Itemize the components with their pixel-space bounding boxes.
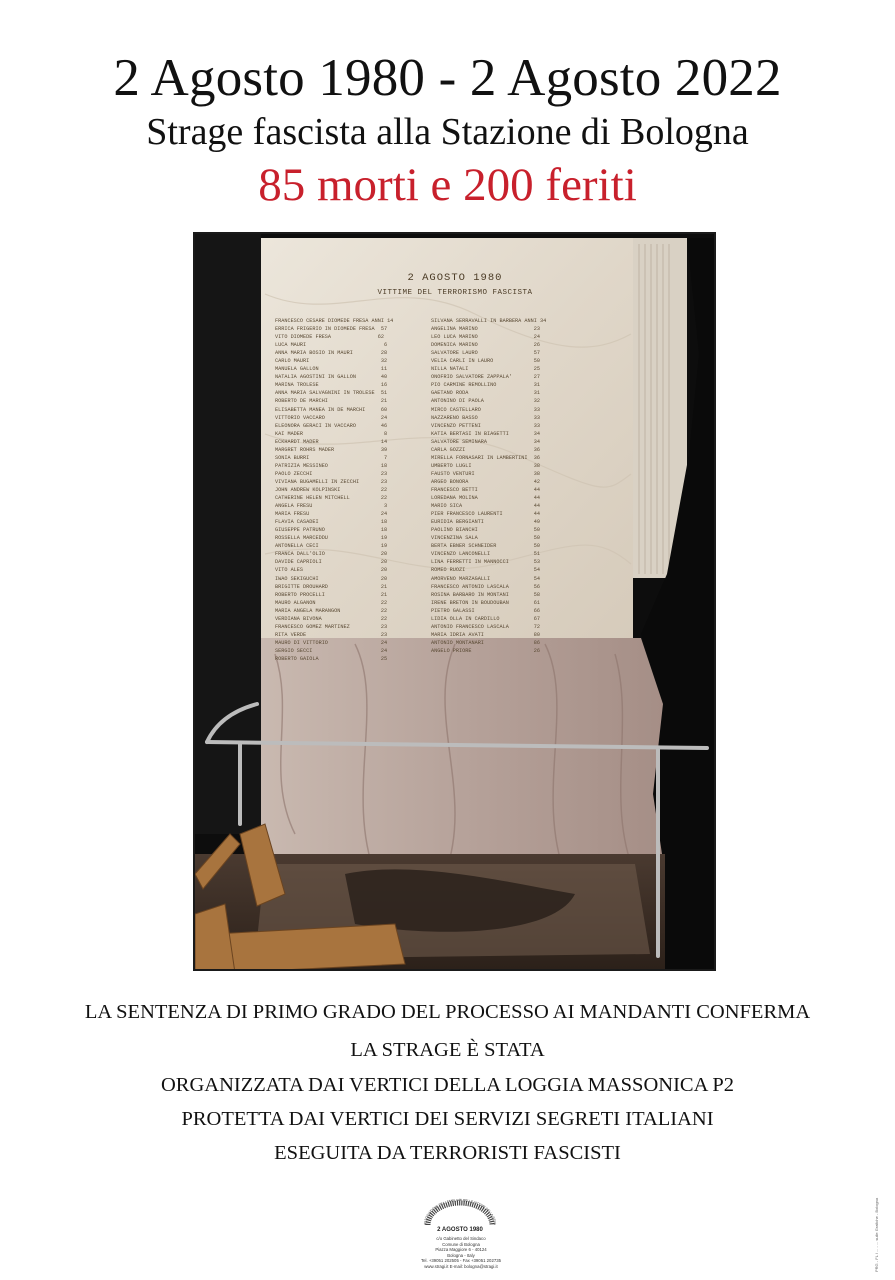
plaque-name-entry: ANTONELLA CECI 19 (275, 543, 388, 550)
plaque-name-entry: KATIA BERTASI IN BIAGETTI 34 (431, 430, 540, 437)
plaque-name-entry: NATALIA AGOSTINI IN GALLON 40 (275, 374, 388, 381)
contact-line: Piazza Maggiore 6 - 40124 (435, 1247, 487, 1252)
plaque-name-entry: LEO LUCA MARINO 24 (431, 334, 540, 341)
plaque-name-entry: ANTONIO MONTANARI 86 (431, 639, 540, 646)
plaque-name-entry: SALVATORE SEMINARA 34 (431, 438, 540, 445)
plaque-name-entry: EURIDIA BERGIANTI 49 (431, 519, 540, 526)
plaque-name-entry: SILVANA SERRAVALLI IN BARBERA ANNI 34 (431, 318, 547, 324)
contact-line: Tel. +39051 202505 - Fax +39051 202735 (420, 1258, 502, 1263)
plaque-name-entry: PAOLO ZECCHI 23 (275, 470, 388, 477)
plaque-name-entry: MARIA IDRIA AVATI 80 (431, 631, 540, 638)
plaque-name-entry: ROBERTO DE MARCHI 21 (275, 398, 388, 405)
plaque-name-entry: PIETRO GALASSI 66 (431, 607, 540, 614)
plaque-name-entry: LINA FERRETTI IN MANNOCCI 53 (431, 559, 540, 566)
plaque-name-entry: ANNA MARIA BOSIO IN MAURI 28 (275, 350, 388, 357)
plaque-name-entry: JOHN ANDREW KOLPINSKI 22 (275, 486, 388, 493)
plaque-name-entry: BERTA EBNER SCHNEIDER 50 (431, 543, 540, 550)
plaque-name-entry: LIDIA OLLA IN CARDILLO 67 (431, 615, 540, 622)
plaque-name-entry: FRANCESCO GOMEZ MARTINEZ 23 (275, 623, 388, 630)
plaque-name-entry: FRANCESCO BETTI 44 (431, 486, 540, 493)
plaque-name-entry: VERDIANA BIVONA 22 (275, 615, 388, 622)
plaque-name-entry: UMBERTO LUGLI 38 (431, 462, 540, 469)
statement-line: LA STRAGE È STATA (350, 1039, 545, 1061)
plaque-name-entry: PIER FRANCESCO LAURENTI 44 (431, 511, 540, 518)
logo-center-text: 2 AGOSTO 1980 (437, 1227, 483, 1233)
poster-subtitle: Strage fascista alla Stazione di Bologna (146, 111, 749, 153)
plaque-name-entry: MARIO SICA 44 (431, 503, 540, 510)
plaque-name-entry: DOMENICA MARINO 26 (431, 342, 540, 349)
plaque-name-entry: MARGRET ROHRS MADER 39 (275, 446, 388, 453)
plaque-name-entry: ROSINA BARBARO IN MONTANI 58 (431, 591, 540, 598)
plaque-heading: 2 AGOSTO 1980 (407, 272, 503, 284)
plaque-name-entry: MANUELA GALLON 11 (275, 366, 388, 373)
plaque-name-entry: LOREDANA MOLINA 44 (431, 495, 540, 502)
plaque-name-entry: GIUSEPPE PATRUNO 18 (275, 527, 388, 534)
plaque-name-entry: NILLA NATALI 25 (431, 366, 540, 373)
plaque-name-entry: FLAVIA CASADEI 18 (275, 519, 388, 526)
plaque-name-entry: ELISABETTA MANEA IN DE MARCHI 60 (275, 406, 388, 413)
plaque-names-left (275, 317, 393, 663)
plaque-name-entry: VINCENZO LANCONELLI 51 (431, 551, 540, 558)
contact-line: www.stragi.it E-mail: bologna@stragi.it (424, 1263, 498, 1269)
plaque-name-entry: ONOFRIO SALVATORE ZAPPALA' 27 (431, 374, 540, 381)
plaque-name-entry: GAETANO RODA 31 (431, 390, 540, 397)
plaque-name-entry: DAVIDE CAPRIOLI 20 (275, 559, 388, 566)
plaque-name-entry: ELEONORA GERACI IN VACCARO 46 (275, 422, 388, 429)
plaque-name-entry: MARIA FRESU 24 (275, 511, 388, 518)
plaque-name-entry: IRENE BRETON IN BOUDOUBAN 61 (431, 599, 540, 606)
contact-line: Bologna - Italy (447, 1252, 475, 1258)
contact-line: Comune di Bologna (442, 1241, 480, 1247)
plaque-name-entry: CARLO MAURI 32 (275, 358, 388, 365)
plaque-name-entry: MIRELLA FORNASARI IN LAMBERTINI 36 (431, 454, 540, 461)
plaque-name-entry: ROBERTO GAIOLA 25 (275, 655, 388, 662)
plaque-name-entry: BRIGITTE DROUHARD 21 (275, 583, 388, 590)
plaque-name-entry: ERRICA FRIGERIO IN DIOMEDE FRESA 57 (275, 326, 388, 333)
plaque-name-entry: VITTORIO VACCARO 24 (275, 414, 388, 421)
statement-line: PROTETTA DAI VERTICI DEI SERVIZI SEGRETI ITALIANI (181, 1108, 714, 1130)
plaque-name-entry: SONIA BURRI 7 (275, 454, 388, 461)
plaque-name-entry: FAUSTO VENTURI 38 (431, 470, 540, 477)
print-credit: PRG - FL / ... - ... sulle Grafiche - Bologna (874, 1197, 879, 1272)
plaque-name-entry: FRANCESCO CESARE DIOMEDE FRESA ANNI 14 (275, 318, 394, 324)
plaque-name-entry: VITO DIOMEDE FRESA 62 (275, 334, 384, 341)
plaque-name-entry: MIRCO CASTELLARO 33 (431, 406, 540, 413)
plaque-name-entry: VITO ALES 20 (275, 567, 388, 574)
plaque-name-entry: ANGELINA MARINO 23 (431, 326, 540, 333)
plaque-name-entry: CARLA GOZZI 36 (431, 446, 540, 453)
plaque-name-entry: PAOLINO BIANCHI 50 (431, 527, 540, 534)
statement-line: LA SENTENZA DI PRIMO GRADO DEL PROCESSO AI MANDANTI CONFERMA (84, 1001, 811, 1023)
plaque-name-entry: CATHERINE HELEN MITCHELL 22 (275, 495, 388, 502)
plaque-name-entry: ANGELO PRIORE 26 (431, 647, 540, 654)
plaque-name-entry: VINCENZO PETTENI 33 (431, 422, 540, 429)
plaque-name-entry: ANTONINO DI PAOLA 32 (431, 398, 540, 405)
plaque-name-entry: LUCA MAURI 6 (275, 342, 388, 349)
plaque-name-entry: ECKHARDT MADER 14 (275, 438, 388, 445)
plaque-name-entry: KAI MADER 8 (275, 430, 388, 437)
plaque-name-entry: PATRIZIA MESSINEO 18 (275, 462, 388, 469)
casualty-count: 85 morti e 200 feriti (258, 159, 637, 211)
plaque-name-entry: ARGEO BONORA 42 (431, 478, 540, 485)
plaque-name-entry: FRANCESCO ANTONIO LASCALA 56 (431, 583, 540, 590)
plaque-name-entry: ANGELA FRESU 3 (275, 503, 388, 510)
plaque-name-entry: SALVATORE LAURO 57 (431, 350, 540, 357)
plaque-name-entry: MAURO DI VITTORIO 24 (275, 639, 388, 646)
memorial-photo (193, 232, 716, 971)
plaque-name-entry: ANTONIO FRANCESCO LASCALA 72 (431, 623, 540, 630)
statement-line: ORGANIZZATA DAI VERTICI DELLA LOGGIA MASSONICA P2 (160, 1074, 735, 1096)
plaque-name-entry: MARIA ANGELA MARANGON 22 (275, 607, 388, 614)
plaque-name-entry: ROMEO RUOZI 54 (431, 567, 540, 574)
plaque-name-entry: VIVIANA BUGAMELLI IN ZECCHI 23 (275, 478, 388, 485)
contact-line: c/o Gabinetto del Sindaco (436, 1236, 486, 1241)
plaque-name-entry: SERGIO SECCI 24 (275, 647, 388, 654)
plaque-name-entry: VINCENZINA SALA 50 (431, 535, 540, 542)
statement-line: ESEGUITA DA TERRORISTI FASCISTI (274, 1142, 621, 1164)
plaque-name-entry: MAURO ALGANON 22 (275, 599, 388, 606)
plaque-name-entry: AMORVENO MARZAGALLI 54 (431, 575, 540, 582)
plaque-subheading: VITTIME DEL TERRORISMO FASCISTA (377, 289, 533, 297)
plaque-name-entry: PIO CARMINE REMOLLINO 31 (431, 382, 540, 389)
plaque-name-entry: NAZZARENO BASSO 33 (431, 414, 540, 421)
plaque-name-entry: ROSSELLA MARCEDDU 19 (275, 535, 388, 542)
plaque-name-entry: FRANCA DALL'OLIO 20 (275, 551, 388, 558)
logo-ring-text: ASSOCIAZIONE TRA I FAMILIARI DELLE VITTIME DELLA STRA (422, 1198, 498, 1226)
plaque-name-entry: RITA VERDE 23 (275, 631, 388, 638)
plaque-name-entry: ANNA MARIA SALVAGNINI IN TROLESE 51 (275, 390, 388, 397)
poster-title: 2 Agosto 1980 - 2 Agosto 2022 (113, 49, 782, 107)
plaque-name-entry: MARINA TROLESE 16 (275, 382, 388, 389)
plaque-name-entry: ROBERTO PROCELLI 21 (275, 591, 388, 598)
plaque-name-entry: IWAO SEKIGUCHI 20 (275, 575, 388, 582)
plaque-names-right (431, 317, 546, 655)
plaque-name-entry: VELIA CARLI IN LAURO 50 (431, 358, 540, 365)
